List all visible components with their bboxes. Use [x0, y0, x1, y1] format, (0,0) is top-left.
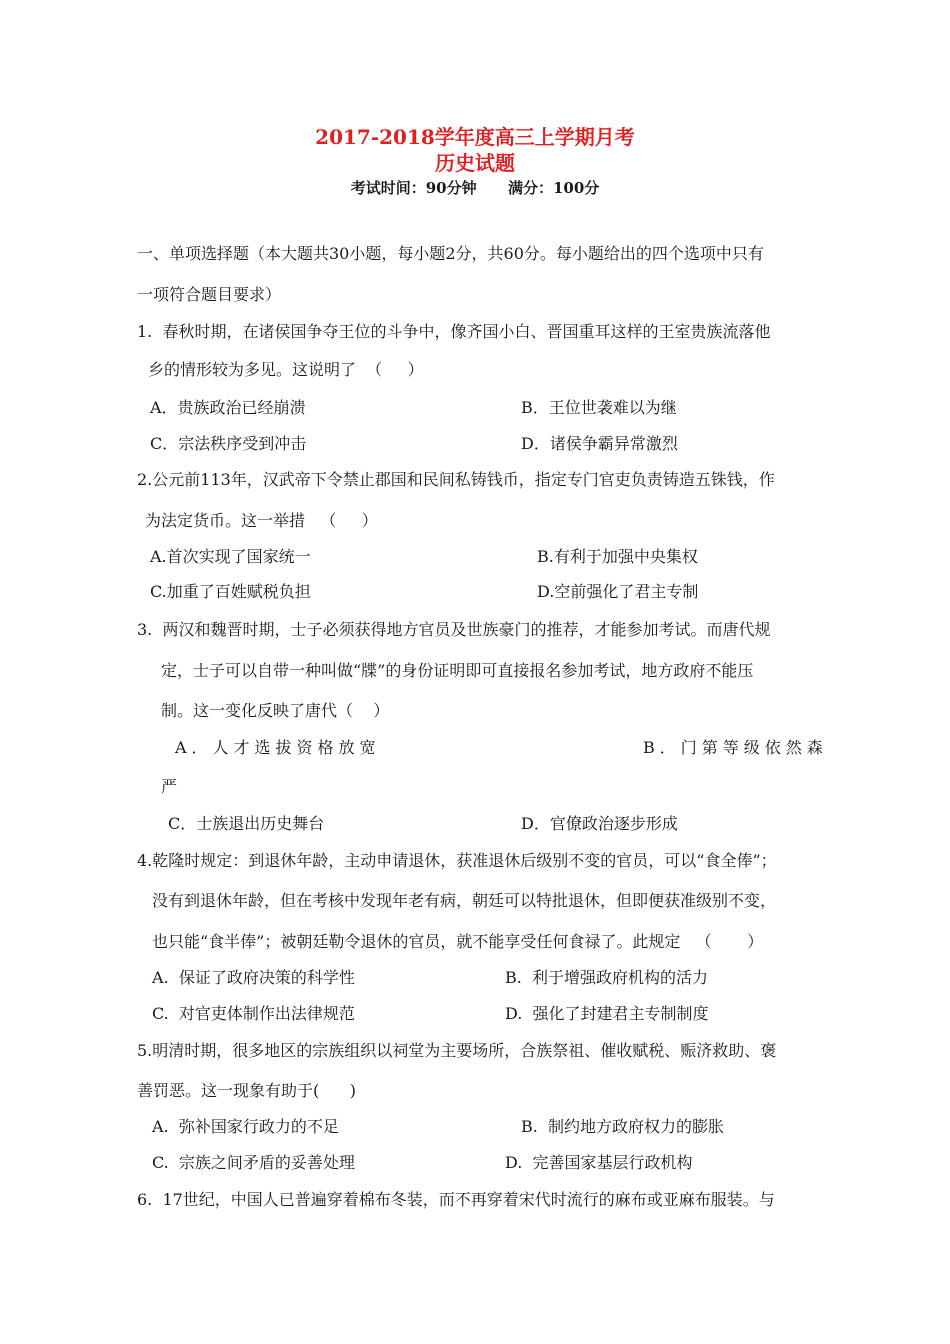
question-stem: 5.明清时期，很多地区的宗族组织以祠堂为主要场所，合族祭祖、催收赋税、赈济救助、褒	[137, 1041, 777, 1060]
question-stem: 1. 春秋时期，在诸侯国争夺王位的斗争中，像齐国小白、晋国重耳这样的王室贵族流落他	[137, 322, 771, 341]
option-d[interactable]: D. 完善国家基层行政机构	[505, 1153, 693, 1172]
exam-time-score: 考试时间：90分钟 满分：100分	[350, 179, 600, 197]
option-a[interactable]: A. 保证了政府决策的科学性	[152, 968, 355, 987]
option-b[interactable]: B．门第等级依然森	[643, 738, 828, 757]
section-heading-line: 一、单项选择题（本大题共30小题，每小题2分，共60分。每小题给出的四个选项中只有	[137, 244, 764, 263]
exam-subtitle: 历史试题	[435, 151, 515, 175]
option-b[interactable]: B. 利于增强政府机构的活力	[505, 968, 709, 987]
question-stem: 2.公元前113年，汉武帝下令禁止郡国和民间私铸钱币，指定专门官吏负责铸造五铢钱，作	[137, 470, 775, 489]
question-stem: 也只能“食半俸”；被朝廷勒令退休的官员，就不能享受任何食禄了。此规定 （ ）	[152, 932, 764, 951]
exam-title: 2017-2018学年度高三上学期月考	[315, 125, 635, 149]
option-c[interactable]: C．士族退出历史舞台	[168, 814, 325, 833]
option-c[interactable]: C.加重了百姓赋税负担	[150, 582, 311, 601]
option-d[interactable]: D.空前强化了君主专制	[537, 582, 699, 601]
option-a[interactable]: A．贵族政治已经崩溃	[150, 398, 306, 417]
question-stem: 4.乾隆时规定：到退休年龄，主动申请退休，获准退休后级别不变的官员，可以“食全俸”；	[137, 851, 777, 870]
option-c[interactable]: C. 对官吏体制作出法律规范	[152, 1004, 355, 1023]
section-heading-line: 一项符合题目要求）	[137, 285, 282, 304]
question-stem: 3. 两汉和魏晋时期，士子必须获得地方官员及世族豪门的推荐，才能参加考试。而唐代规	[137, 620, 771, 639]
question-stem: 为法定货币。这一举措 （ ）	[145, 511, 378, 530]
option-d[interactable]: D．官僚政治逐步形成	[521, 814, 678, 833]
question-stem: 定，士子可以自带一种叫做“牒”的身份证明即可直接报名参加考试，地方政府不能压	[161, 661, 754, 680]
option-d[interactable]: D．诸侯争霸异常激烈	[521, 434, 678, 453]
option-b[interactable]: B.有利于加强中央集权	[537, 547, 698, 566]
question-stem: 善罚恶。这一现象有助于( )	[137, 1081, 357, 1100]
option-b[interactable]: B. 制约地方政府权力的膨胀	[521, 1117, 725, 1136]
option-c[interactable]: C．宗法秩序受到冲击	[150, 434, 307, 453]
question-stem: 乡的情形较为多见。这说明了 （ ）	[148, 360, 424, 379]
question-stem: 制。这一变化反映了唐代（ ）	[161, 701, 390, 720]
option-c[interactable]: C. 宗族之间矛盾的妥善处理	[152, 1153, 355, 1172]
option-b-wrap: 严	[161, 777, 178, 796]
question-stem: 没有到退休年龄，但在考核中发现年老有病，朝廷可以特批退休，但即便获准级别不变，	[152, 891, 777, 910]
option-a[interactable]: A．人才选拔资格放宽	[175, 738, 381, 757]
option-a[interactable]: A. 弥补国家行政力的不足	[152, 1117, 339, 1136]
option-a[interactable]: A.首次实现了国家统一	[150, 547, 311, 566]
option-b[interactable]: B．王位世袭难以为继	[521, 398, 677, 417]
question-stem: 6. 17世纪，中国人已普遍穿着棉布冬装，而不再穿着宋代时流行的麻布或亚麻布服装。与	[137, 1190, 775, 1209]
option-d[interactable]: D. 强化了封建君主专制制度	[505, 1004, 709, 1023]
